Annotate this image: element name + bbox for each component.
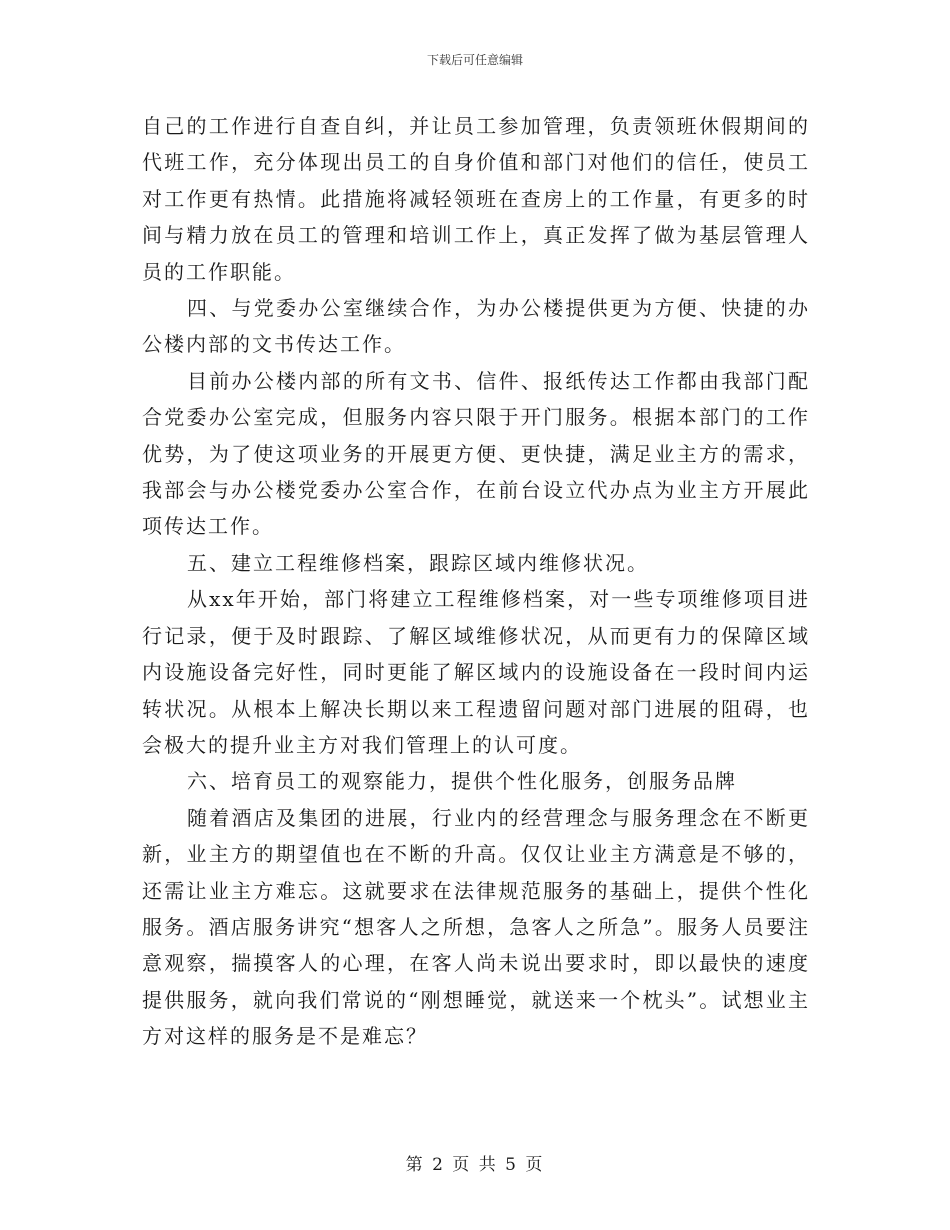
section-heading-four: 四、与党委办公室继续合作，为办公楼提供更为方便、快捷的办公楼内部的文书传达工作。	[142, 296, 810, 357]
page-number: 第 2 页 共 5 页	[405, 1155, 545, 1175]
page-header-note: 下载后可任意编辑	[426, 53, 523, 67]
paragraph-continuation: 自己的工作进行自查自纠，并让员工参加管理，负责领班休假期间的代班工作，充分体现出员工的自身价值和部门对他们的信任，使员工对工作更有热情。此措施将减轻领班在查房上的工作量，有更多的时间与精力放在员工的管理和培训工作上，真正发挥了做为基层管理人员的工作职能。	[142, 114, 810, 284]
section-heading-six: 六、培育员工的观察能力，提供个性化服务，创服务品牌	[187, 769, 737, 794]
document-body	[142, 108, 810, 1055]
paragraph-personalized-service: 随着酒店及集团的进展，行业内的经营理念与服务理念在不断更新，业主方的期望值也在不断的升高。仅仅让业主方满意是不够的，还需让业主方难忘。这就要求在法律规范服务的基础上，提供个性化服务。酒店服务讲究“想客人之所想，急客人之所急”。服务人员要注意观察，揣摸客人的心理，在客人尚未说出要求时，即以最快的速度提供服务，就向我们常说的“刚想睡觉，就送来一个枕头”。试想业主方对这样的服务是不是难忘？	[142, 805, 810, 1049]
paragraph-document-delivery: 目前办公楼内部的所有文书、信件、报纸传达工作都由我部门配合党委办公室完成，但服务内容只限于开门服务。根据本部门的工作优势，为了使这项业务的开展更方便、更快捷，满足业主方的需求，我部会与办公楼党委办公室合作，在前台设立代办点为业主方开展此项传达工作。	[142, 368, 810, 539]
paragraph-maintenance-records: 从xx年开始，部门将建立工程维修档案，对一些专项维修项目进行记录，便于及时跟踪、了解区域维修状况，从而更有力的保障区域内设施设备完好性，同时更能了解区域内的设施设备在一段时间内运转状况。从根本上解决长期以来工程遗留问题对部门进展的阻碍，也会极大的提升业主方对我们管理上的认可度。	[142, 587, 810, 757]
section-heading-five: 五、建立工程维修档案，跟踪区域内维修状况。	[187, 550, 649, 575]
